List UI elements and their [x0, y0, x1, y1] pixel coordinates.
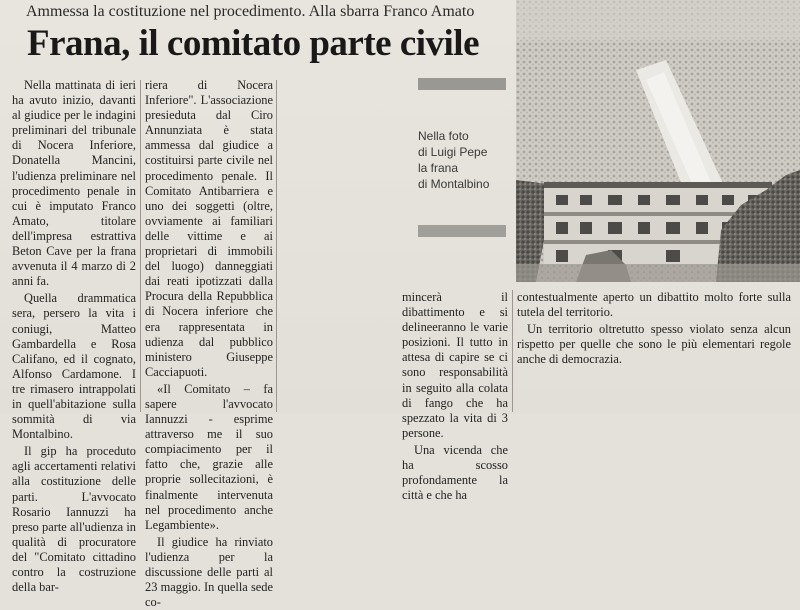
paragraph: Una vicenda che ha scosso profondamente la città e che ha	[402, 442, 508, 503]
paragraph: Un territorio oltretutto spesso violato senza alcun rispetto per quelle che sono le più elementari regole anche di democrazia.	[517, 322, 791, 367]
paragraph: Nella mattinata di ieri ha avuto inizio, davanti al giudice per le indagini preliminari del tribunale di Nocera Inferiore, Donatella Mancini, l'udienza preliminare nel procedimento penale in cui è imputato Franco Amato, titolare dell'impresa estrattiva Beton Cave per la frana avvenuta il 4 marzo di 2 anni fa.	[12, 78, 136, 289]
paragraph: «Il Comitato – fa sapere l'avvocato Iannuzzi - esprime attraverso me il suo compiacimento per il fatto che, grazie alle proprie sollecitazioni, è finalmente intervenuta nel procedimento anche Legambiente».	[145, 381, 273, 532]
caption-line: di Luigi Pepe	[418, 145, 488, 159]
caption-rule	[418, 78, 506, 90]
article-column-2	[145, 78, 273, 610]
paragraph: Il gip ha proceduto agli accertamenti relativi alla costituzione delle parti. L'avvocato Rosario Iannuzzi ha preso parte all'udienza in qualità di procuratore del "Comitato cittadino contro la costruzione della bar-	[12, 444, 136, 595]
article-headline: Frana, il comitato parte civile	[27, 23, 480, 64]
caption-line: la frana	[418, 161, 459, 175]
paragraph: Il giudice ha rinviato l'udienza per la discussione delle parti al 23 maggio. In quella sede co-	[145, 534, 273, 610]
article-column-3	[402, 290, 508, 503]
paragraph: riera di Nocera Inferiore". L'associazione presieduta dal Ciro Annunziata è stata ammessa dal giudice a costituirsi parte civile nel procedimento penale. Il Comitato Antibarriera e uno dei soggetti (oltre, ovviamente ai familiari delle vittime e ai proprietari di immobili del luogo) danneggiati dai reati ipotizzati dalla Procura della Repubblica di Nocera inferiore che era rappresentata in udienza dal pubblico ministero Giuseppe Cacciapuoti.	[145, 78, 273, 379]
caption-line: Nella foto	[418, 129, 469, 143]
paragraph: mincerà il dibattimento e si delineeranno le varie posizioni. Il tutto in attesa di capire se ci sono responsabilità in seguito alla colata di fango che ha spezzato la vita di 3 persone.	[402, 290, 508, 440]
article-kicker: Ammessa la costituzione nel procedimento. Alla sbarra Franco Amato	[26, 3, 475, 20]
article-column-1	[12, 78, 136, 595]
caption-line: di Montalbino	[418, 177, 490, 191]
paragraph: Quella drammatica sera, persero la vita i coniugi, Matteo Gambardella e Rosa Califano, ed il cognato, Alfonso Cardamone. I tre rimasero intrappolati in quell'abitazione sulla sommità di via Montalbino.	[12, 291, 136, 442]
column-divider	[512, 290, 513, 412]
column-divider	[276, 80, 277, 412]
landslide-photo	[516, 0, 800, 282]
paragraph: contestualmente aperto un dibattito molto forte sulla tutela del territorio.	[517, 290, 791, 320]
caption-rule	[418, 225, 506, 237]
column-divider	[140, 80, 141, 412]
photo-caption	[418, 128, 510, 192]
article-column-4	[517, 290, 791, 367]
landslide-photo-image	[516, 0, 800, 282]
